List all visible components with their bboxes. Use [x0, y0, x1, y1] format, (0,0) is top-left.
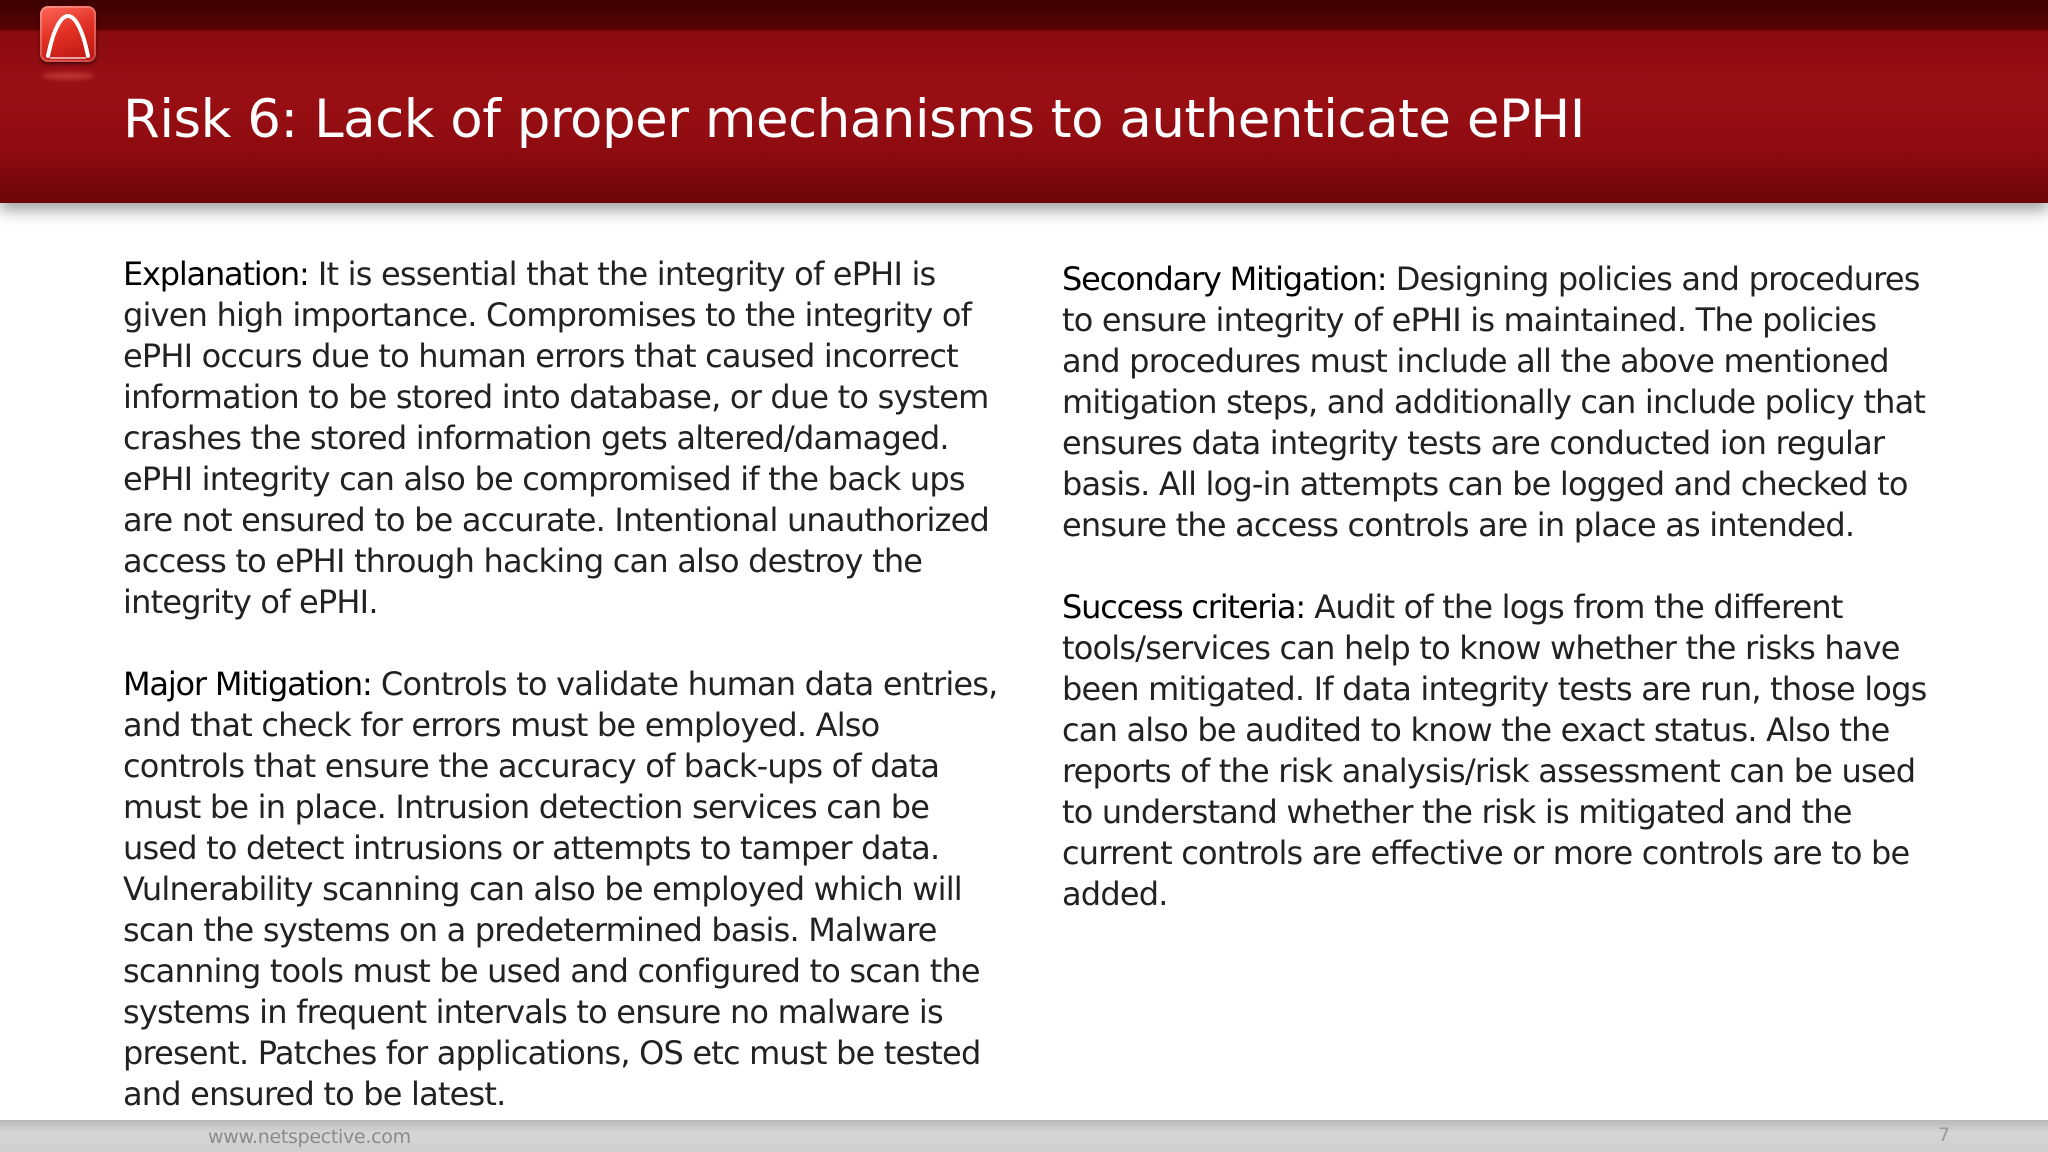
- explanation-text: It is essential that the integrity of ePHI is given high importance. Compromises to the integrity of ePHI occurs due to human errors that caused incorrect information to be stored into database, or due to system crashes the stored information gets altered/damaged. ePHI integrity can also be compromised if the back ups are not ensured to be accurate. Intentional unauthorized access to ePHI through hacking can also destroy the integrity of ePHI.: [123, 255, 990, 621]
- success-criteria-text: Audit of the logs from the different tools/services can help to know whether the risks have been mitigated. If data integrity tests are run, those logs can also be audited to know the exact status. Also the reports of the risk analysis/risk assessment can be used to understand whether the risk is mitigated and the current controls are effective or more controls are to be added.: [1062, 588, 1927, 913]
- slide-title: Risk 6: Lack of proper mechanisms to authenticate ePHI: [123, 89, 1585, 150]
- logo-arc-icon: [40, 6, 96, 62]
- major-mitigation-paragraph: [123, 664, 1003, 1115]
- success-criteria-paragraph: [1062, 587, 1942, 915]
- secondary-mitigation-label: Secondary Mitigation:: [1062, 260, 1387, 298]
- secondary-mitigation-paragraph: [1062, 259, 1942, 546]
- secondary-mitigation-text: Designing policies and procedures to ensure integrity of ePHI is maintained. The policies and procedures must include all the above mentioned mitigation steps, and additionally can include policy that ensures data integrity tests are conducted ion regular basis. All log-in attempts can be logged and checked to ensure the access controls are in place as intended.: [1062, 260, 1926, 544]
- header-top-band: [0, 0, 2048, 30]
- netspective-logo-icon: [40, 6, 96, 62]
- page-number: 7: [1938, 1124, 1951, 1146]
- title-bar: [0, 0, 2048, 203]
- major-mitigation-text: Controls to validate human data entries, and that check for errors must be employed. Also controls that ensure the accuracy of back-ups of data must be in place. Intrusion detection services can be used to detect intrusions or attempts to tamper data. Vulnerability scanning can also be employed which will scan the systems on a predetermined basis. Malware scanning tools must be used and configured to scan the systems in frequent intervals to ensure no malware is present. Patches for applications, OS etc must be tested and ensured to be latest.: [123, 665, 998, 1113]
- left-column: [123, 254, 1003, 1115]
- success-criteria-label: Success criteria:: [1062, 588, 1305, 626]
- footer-url-link[interactable]: www.netspective.com: [208, 1126, 411, 1148]
- major-mitigation-label: Major Mitigation:: [123, 665, 372, 703]
- explanation-paragraph: [123, 254, 1003, 623]
- explanation-label: Explanation:: [123, 255, 309, 293]
- right-column: [1062, 259, 1942, 915]
- logo-reflection: [42, 72, 94, 80]
